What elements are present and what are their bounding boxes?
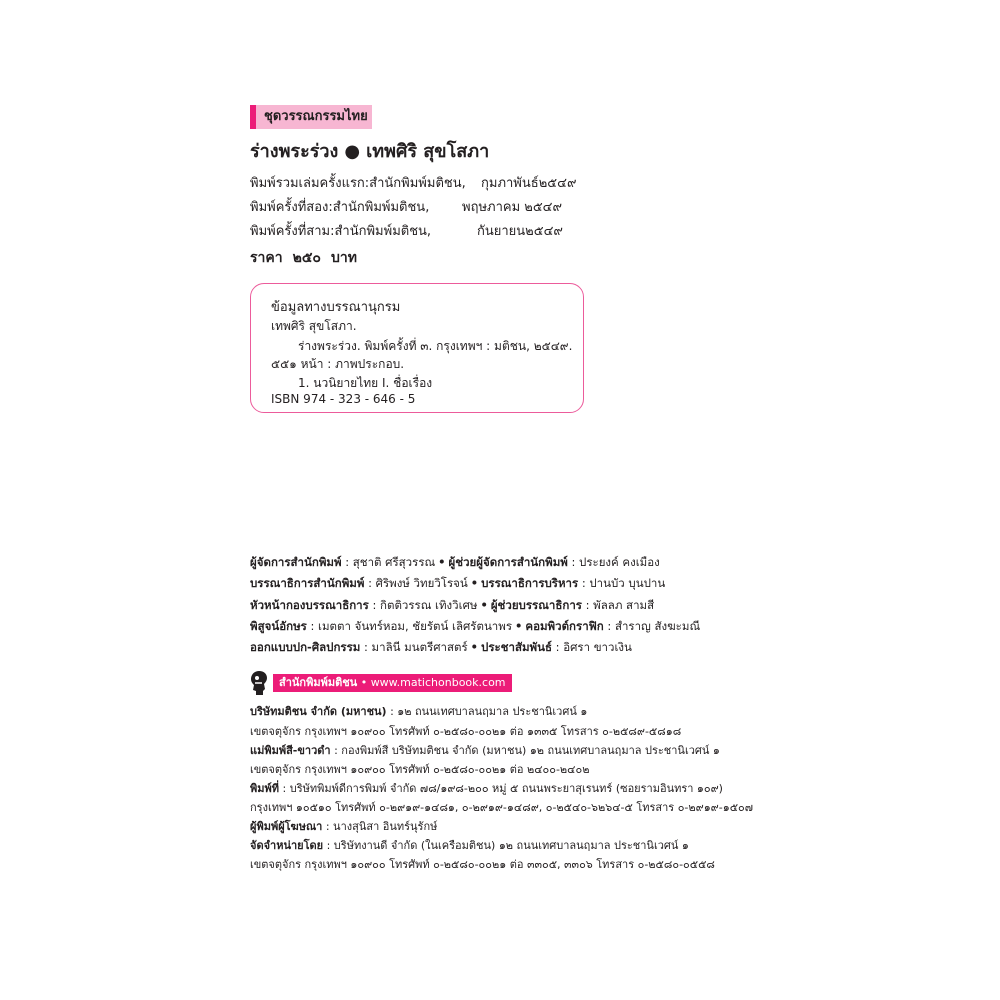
- info-line: [250, 855, 715, 873]
- info-label: บริษัทมติชน จำกัด (มหาชน): [250, 705, 387, 718]
- credit-separator: •: [470, 640, 479, 654]
- info-label: จัดจำหน่ายโดย: [250, 839, 324, 852]
- info-text: เขตจตุจักร กรุงเทพฯ ๑๐๙๐๐ โทรศัพท์ ๐-๒๕๘๐-๐๐๒๑ ต่อ ๒๔๐๐-๒๔๐๒: [250, 763, 590, 776]
- printing-label: พิมพ์ครั้งที่สอง:สำนักพิมพ์มติชน,: [250, 200, 430, 215]
- printing-label: พิมพ์ครั้งที่สาม:สำนักพิมพ์มติชน,: [250, 224, 432, 239]
- cataloging-entry: ร่างพระร่วง. พิมพ์ครั้งที่ ๓. กรุงเทพฯ : มติชน, ๒๕๔๙.: [298, 339, 573, 353]
- credit-role: ออกแบบปก-ศิลปกรรม: [250, 640, 361, 654]
- credit-name: : ประยงค์ คงเมือง: [567, 555, 660, 569]
- credit-role: คอมพิวต์กราฟิก: [525, 619, 604, 633]
- info-text: เขตจตุจักร กรุงเทพฯ ๑๐๙๐๐ โทรศัพท์ ๐-๒๕๘๐-๐๐๒๑ ต่อ ๓๓๐๕, ๓๓๐๖ โทรสาร ๐-๒๕๘๐-๐๕๕๘: [250, 858, 715, 871]
- publisher-name: สำนักพิมพ์มติชน: [279, 676, 358, 689]
- credit-line: [250, 575, 665, 593]
- printing-line: [250, 172, 577, 193]
- publisher-bar: [273, 674, 512, 692]
- cataloging-author: เทพศิริ สุขโสภา.: [271, 319, 357, 333]
- book-author: เทพศิริ สุขโสภา: [366, 141, 490, 162]
- info-line: [250, 722, 681, 740]
- info-text: เขตจตุจักร กรุงเทพฯ ๑๐๙๐๐ โทรศัพท์ ๐-๒๕๘๐-๐๐๒๑ ต่อ ๑๓๓๕ โทรสาร ๐-๒๕๘๙-๕๘๑๘: [250, 725, 682, 738]
- publisher-separator: •: [357, 676, 371, 689]
- credit-separator: •: [438, 555, 446, 569]
- publisher-logo-icon: [250, 670, 268, 696]
- credit-name: : เมตตา จันทร์หอม, ชัยรัตน์ เลิศรัตนาพร: [306, 619, 513, 633]
- publisher-url: www.matichonbook.com: [370, 676, 506, 689]
- info-text: : นางสุนิสา อินทร์นุรักษ์: [322, 820, 438, 833]
- price-label: ราคา: [250, 250, 283, 266]
- credit-name: : สุชาติ ศรีสุวรรณ: [341, 555, 436, 569]
- printing-line: [250, 220, 563, 241]
- credit-role: ผู้จัดการสำนักพิมพ์: [250, 555, 342, 569]
- credit-name: : ศิริพงษ์ วิทยวิโรจน์: [364, 576, 468, 590]
- info-label: แม่พิมพ์สี-ขาวดำ: [250, 744, 331, 757]
- credit-line: [250, 618, 700, 636]
- info-text: : บริษัทพิมพ์ดีการพิมพ์ จำกัด ๗๘/๑๙๘-๒๐๐ หมู่ ๕ ถนนพระยาสุเรนทร์ (ซอยรามอินทรา ๑๐๙): [279, 782, 723, 795]
- credit-role: บรรณาธิการสำนักพิมพ์: [250, 576, 365, 590]
- credit-role: หัวหน้ากองบรรณาธิการ: [250, 598, 369, 612]
- title-bullet: ●: [344, 141, 361, 162]
- cataloging-subjects: 1. นวนิยายไทย I. ชื่อเรื่อง: [298, 376, 433, 390]
- cataloging-heading: ข้อมูลทางบรรณานุกรม: [271, 300, 401, 315]
- isbn: ISBN 974 - 323 - 646 - 5: [271, 392, 416, 406]
- info-line: [250, 760, 589, 778]
- credit-role: ผู้ช่วยบรรณาธิการ: [490, 598, 582, 612]
- price-currency: บาท: [330, 250, 357, 266]
- credit-line: [250, 554, 660, 572]
- credit-line: [250, 639, 632, 657]
- book-title-line: [250, 136, 489, 165]
- info-line: [250, 798, 753, 816]
- credit-role: ผู้ช่วยผู้จัดการสำนักพิมพ์: [448, 555, 568, 569]
- printing-line: [250, 196, 563, 217]
- printing-date: กันยายน๒๕๔๙: [477, 224, 563, 239]
- credit-name: : ปานบัว บุนปาน: [578, 576, 666, 590]
- price-line: [250, 247, 367, 269]
- credit-role: พิสูจน์อักษร: [250, 619, 307, 633]
- series-label: ชุดวรรณกรรมไทย: [256, 105, 372, 129]
- book-title: ร่างพระร่วง: [250, 141, 339, 162]
- price-amount: ๒๕๐: [292, 250, 321, 266]
- info-line: [250, 702, 587, 720]
- publisher-banner: [250, 668, 512, 698]
- info-text: : กองพิมพ์สี บริษัทมติชน จำกัด (มหาชน) ๑๒ ถนนเทศบาลนฤมาล ประชานิเวศน์ ๑: [330, 744, 720, 757]
- credit-line: [250, 597, 654, 615]
- credit-name: : สำราญ สังฆะมณี: [603, 619, 701, 633]
- info-text: : บริษัทงานดี จำกัด (ในเครือมติชน) ๑๒ ถนนเทศบาลนฤมาล ประชานิเวศน์ ๑: [323, 839, 689, 852]
- printing-date: กุมภาพันธ์๒๕๔๙: [481, 176, 577, 191]
- info-line: [250, 779, 723, 797]
- printing-label: พิมพ์รวมเล่มครั้งแรก:สำนักพิมพ์มติชน,: [250, 176, 466, 191]
- info-label: ผู้พิมพ์ผู้โฆษณา: [250, 820, 323, 833]
- credit-name: : อิศรา ขาวเงิน: [552, 640, 632, 654]
- credit-separator: •: [480, 598, 488, 612]
- series-tag: [250, 105, 372, 129]
- credit-name: : พัลลภ สามสี: [581, 598, 655, 612]
- info-line: [250, 741, 720, 759]
- credit-role: บรรณาธิการบริหาร: [481, 576, 579, 590]
- info-line: [250, 836, 689, 854]
- credit-separator: •: [515, 619, 523, 633]
- info-line: [250, 817, 437, 835]
- info-label: พิมพ์ที่: [250, 782, 280, 795]
- info-text: กรุงเทพฯ ๑๐๕๑๐ โทรศัพท์ ๐-๒๙๑๙-๑๔๘๑, ๐-๒๙๑๙-๑๔๘๙, ๐-๒๕๔๐-๖๒๖๔-๕ โทรสาร ๐-๒๙๑๙-๑๕๐๗: [250, 801, 754, 814]
- cataloging-box: [250, 283, 584, 413]
- printing-date: พฤษภาคม ๒๕๔๙: [462, 200, 563, 215]
- info-text: : ๑๒ ถนนเทศบาลนฤมาล ประชานิเวศน์ ๑: [386, 705, 588, 718]
- credit-separator: •: [470, 576, 479, 590]
- cataloging-pages: ๕๕๑ หน้า : ภาพประกอบ.: [271, 357, 405, 371]
- credit-role: ประชาสัมพันธ์: [481, 640, 553, 654]
- credit-name: : กิตติวรรณ เทิงวิเศษ: [368, 598, 478, 612]
- credit-name: : มาลินี มนตรีศาสตร์: [360, 640, 468, 654]
